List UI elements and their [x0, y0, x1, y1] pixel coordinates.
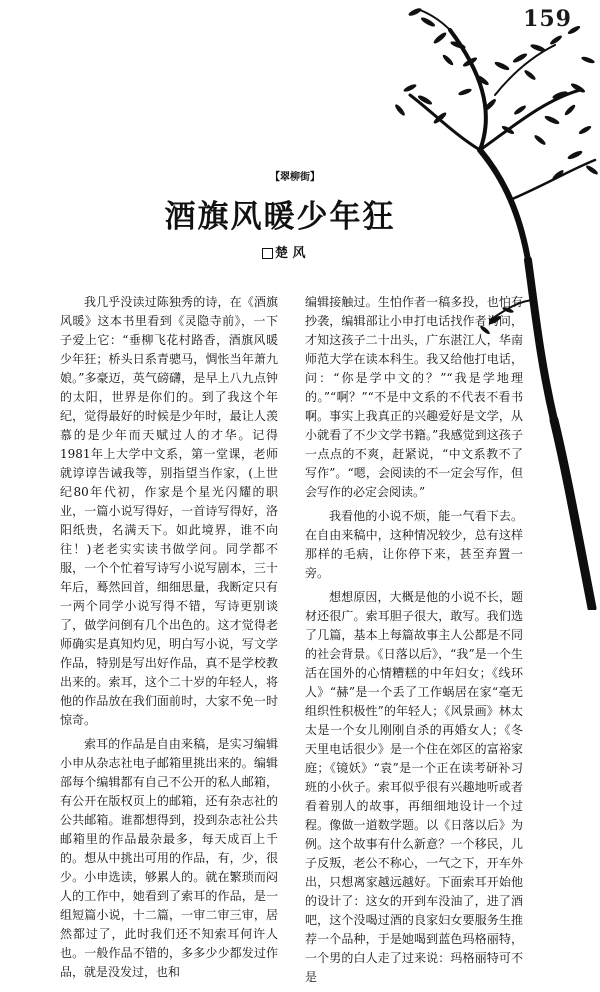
article-column-right: [305, 293, 523, 992]
column-tag: 【翠柳街】: [270, 172, 320, 183]
author-marker-icon: [262, 248, 273, 259]
article-title: 酒旗风暖少年狂: [164, 199, 396, 235]
paragraph: 编辑接触过。生怕作者一稿多投，也怕有抄袭，编辑部让小申打电话找作者询问，才知这孩子二十出头，广东湛江人，华南师范大学在读本科生。我又给他打电话，问：“你是学中文的？”“我是学地理的。”“啊？”“不是中文系的不代表不看书啊。事实上我真正的兴趣爱好是文学，从小就看了不少文学书籍。”我感觉到这孩子一点点的不爽，赶紧说，“中文系教不了写作”。“嗯，会阅读的不一定会写作，但会写作的必定会阅读。”: [305, 295, 523, 499]
paragraph: 我几乎没读过陈独秀的诗，在《酒旗风暖》这本书里看到《灵隐寺前》，一下子爱上它：“垂柳飞花村路香，酒旗风暖少年狂；桥头日系青骢马，惆怅当年萧九娘。”多豪迈，英气磅礴，是早上八九点钟的太阳，世界是你们的。到了我这个年纪，觉得最好的时候是少年时，最让人羡慕的是少年而天赋过人的才华。记得1981年上大学中文系，第一堂课，老师就谆谆告诫我等，别指望当作家，(上世纪80年代初，作家是个星光闪耀的职业，一篇小说写得好，一首诗写得好，洛阳纸贵，名满天下。如此境界，谁不向往！)老老实实读书做学问。同学都不服，一个个忙着写诗写小说写剧本，三十年后，蓦然回首，细细思量，我断定只有一两个同学小说写得不错，写诗更别谈了，做学问倒有几个出色的。这才觉得老师确实是真知灼见，明白写小说，写文学作品，特别是写出好作品，真不是学校教出来的。索耳，这个二十岁的年轻人，将他的作品放在我们面前时，大家不免一时惊奇。: [60, 295, 278, 727]
paragraph: 索耳的作品是自由来稿，是实习编辑小申从杂志社电子邮箱里挑出来的。编辑部每个编辑都有自己不公开的私人邮箱，有公开在版权页上的邮箱，还有杂志社的公共邮箱。谁都想得到，投到杂志社公共邮箱里的作品最杂最多，每天成百上千的。想从中挑出可用的作品，有，少，很少。小申选读，够累人的。就在繁琐而闷人的工作中，她看到了索耳的作品，是一组短篇小说，十二篇，一审二审三审，居然都过了，此时我们还不知索耳何许人也。一般作品不错的，多多少少都发过作品，就是没发过，也和: [60, 737, 278, 979]
page-number: 159: [523, 6, 572, 32]
paragraph: 想想原因，大概是他的小说不长，题材还很广。索耳胆子很大，敢写。我们选了几篇，基本上每篇故事主人公都是不同的社会背景。《日落以后》，“我”是一个生活在国外的心情糟糕的中年妇女；《线环人》“赫”是一个丢了工作蜗居在家“毫无组织性积极性”的年轻人；《风景画》林太太是一个女儿刚刚自杀的再婚女人；《冬天里电话很少》是一个住在郊区的富裕家庭；《镜妖》“袁”是一个正在读考研补习班的小伙子。索耳似乎很有兴趣地听或者看着别人的故事，再细细地设计一个过程。像做一道数学题。以《日落以后》为例。这个故事有什么新意？一个移民，儿子反叛，老公不称心，一气之下，开车外出，只想离家越远越好。下面索耳开始他的设计了：这女的开到车没油了，进了酒吧，这个没喝过酒的良家妇女要服务生推荐一个品种，于是她喝到蓝色玛格丽特，一个男的白人走了过来说：玛格丽特可不是: [305, 590, 523, 984]
paragraph: 我看他的小说不烦，能一气看下去。在自由来稿中，这种情况较少，总有这样那样的毛病，让你停下来，甚至弃置一旁。: [305, 509, 523, 580]
author-name: 楚 风: [275, 246, 306, 261]
article-author: [262, 242, 306, 261]
article-column-left: [60, 293, 278, 987]
